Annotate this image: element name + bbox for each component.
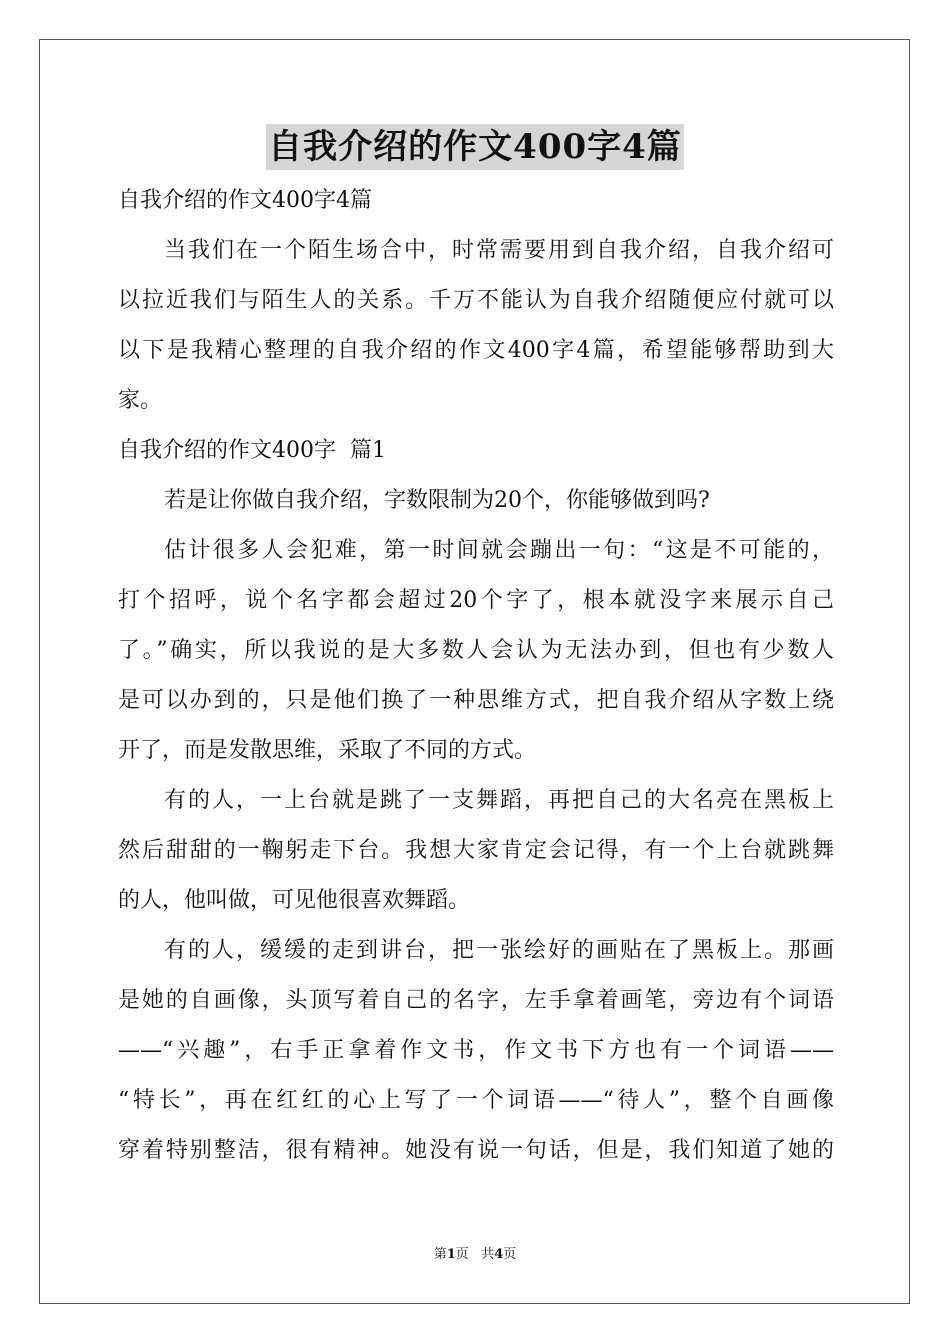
footer-suffix: 页 <box>503 1247 517 1262</box>
text-line: 估计很多人会犯难，第一时间就会蹦出一句：“这是不可能的， <box>164 538 834 563</box>
footer-prefix: 第 <box>433 1247 447 1262</box>
text-line: “特长”，再在红红的心上写了一个词语——“待人”，整个自画像 <box>118 1088 834 1113</box>
text-line: 穿着特别整洁，很有精神。她没有说一句话，但是，我们知道了她的 <box>118 1138 834 1163</box>
footer-total-pages: 4 <box>494 1247 504 1262</box>
page-footer <box>0 1246 950 1264</box>
text-line: 是可以办到的，只是他们换了一种思维方式，把自我介绍从字数上绕 <box>118 688 834 713</box>
text-line: 然后甜甜的一鞠躬走下台。我想大家肯定会记得，有一个上台就跳舞 <box>118 838 834 863</box>
text-line: 有的人，缓缓的走到讲台，把一张绘好的画贴在了黑板上。那画 <box>164 938 834 963</box>
text-line: 有的人，一上台就是跳了一支舞蹈，再把自己的大名亮在黑板上 <box>164 788 834 813</box>
text-line: 若是让你做自我介绍，字数限制为20个，你能够做到吗? <box>164 488 710 513</box>
footer-page-number: 1 <box>446 1247 456 1262</box>
text-line: 的人，他叫做，可见他很喜欢舞蹈。 <box>118 888 471 913</box>
text-line: 以拉近我们与陌生人的关系。千万不能认为自我介绍随便应付就可以 <box>118 288 834 313</box>
text-line: 打个招呼，说个名字都会超过20个字了，根本就没字来展示自己 <box>118 588 834 613</box>
text-line: 当我们在一个陌生场合中，时常需要用到自我介绍，自我介绍可 <box>164 238 834 263</box>
text-line: 开了，而是发散思维，采取了不同的方式。 <box>118 738 537 763</box>
text-line: 自我介绍的作文400字4篇 <box>118 188 372 213</box>
text-line: 是她的自画像，头顶写着自己的名字，左手拿着画笔，旁边有个词语 <box>118 988 834 1013</box>
document-body <box>118 176 834 1176</box>
text-line: 了。”确实，所以我说的是大多数人会认为无法办到，但也有少数人 <box>118 638 834 663</box>
text-line: 家。 <box>118 388 163 413</box>
text-line: ——“兴趣”，右手正拿着作文书，作文书下方也有一个词语—— <box>118 1038 834 1063</box>
title-wrap <box>0 124 950 170</box>
footer-mid: 页 共 <box>455 1247 495 1262</box>
document-title: 自我介绍的作文400字4篇 <box>266 124 684 170</box>
text-line: 自我介绍的作文400字 篇1 <box>118 438 386 463</box>
text-line: 以下是我精心整理的自我介绍的作文400字4篇，希望能够帮助到大 <box>118 338 834 363</box>
